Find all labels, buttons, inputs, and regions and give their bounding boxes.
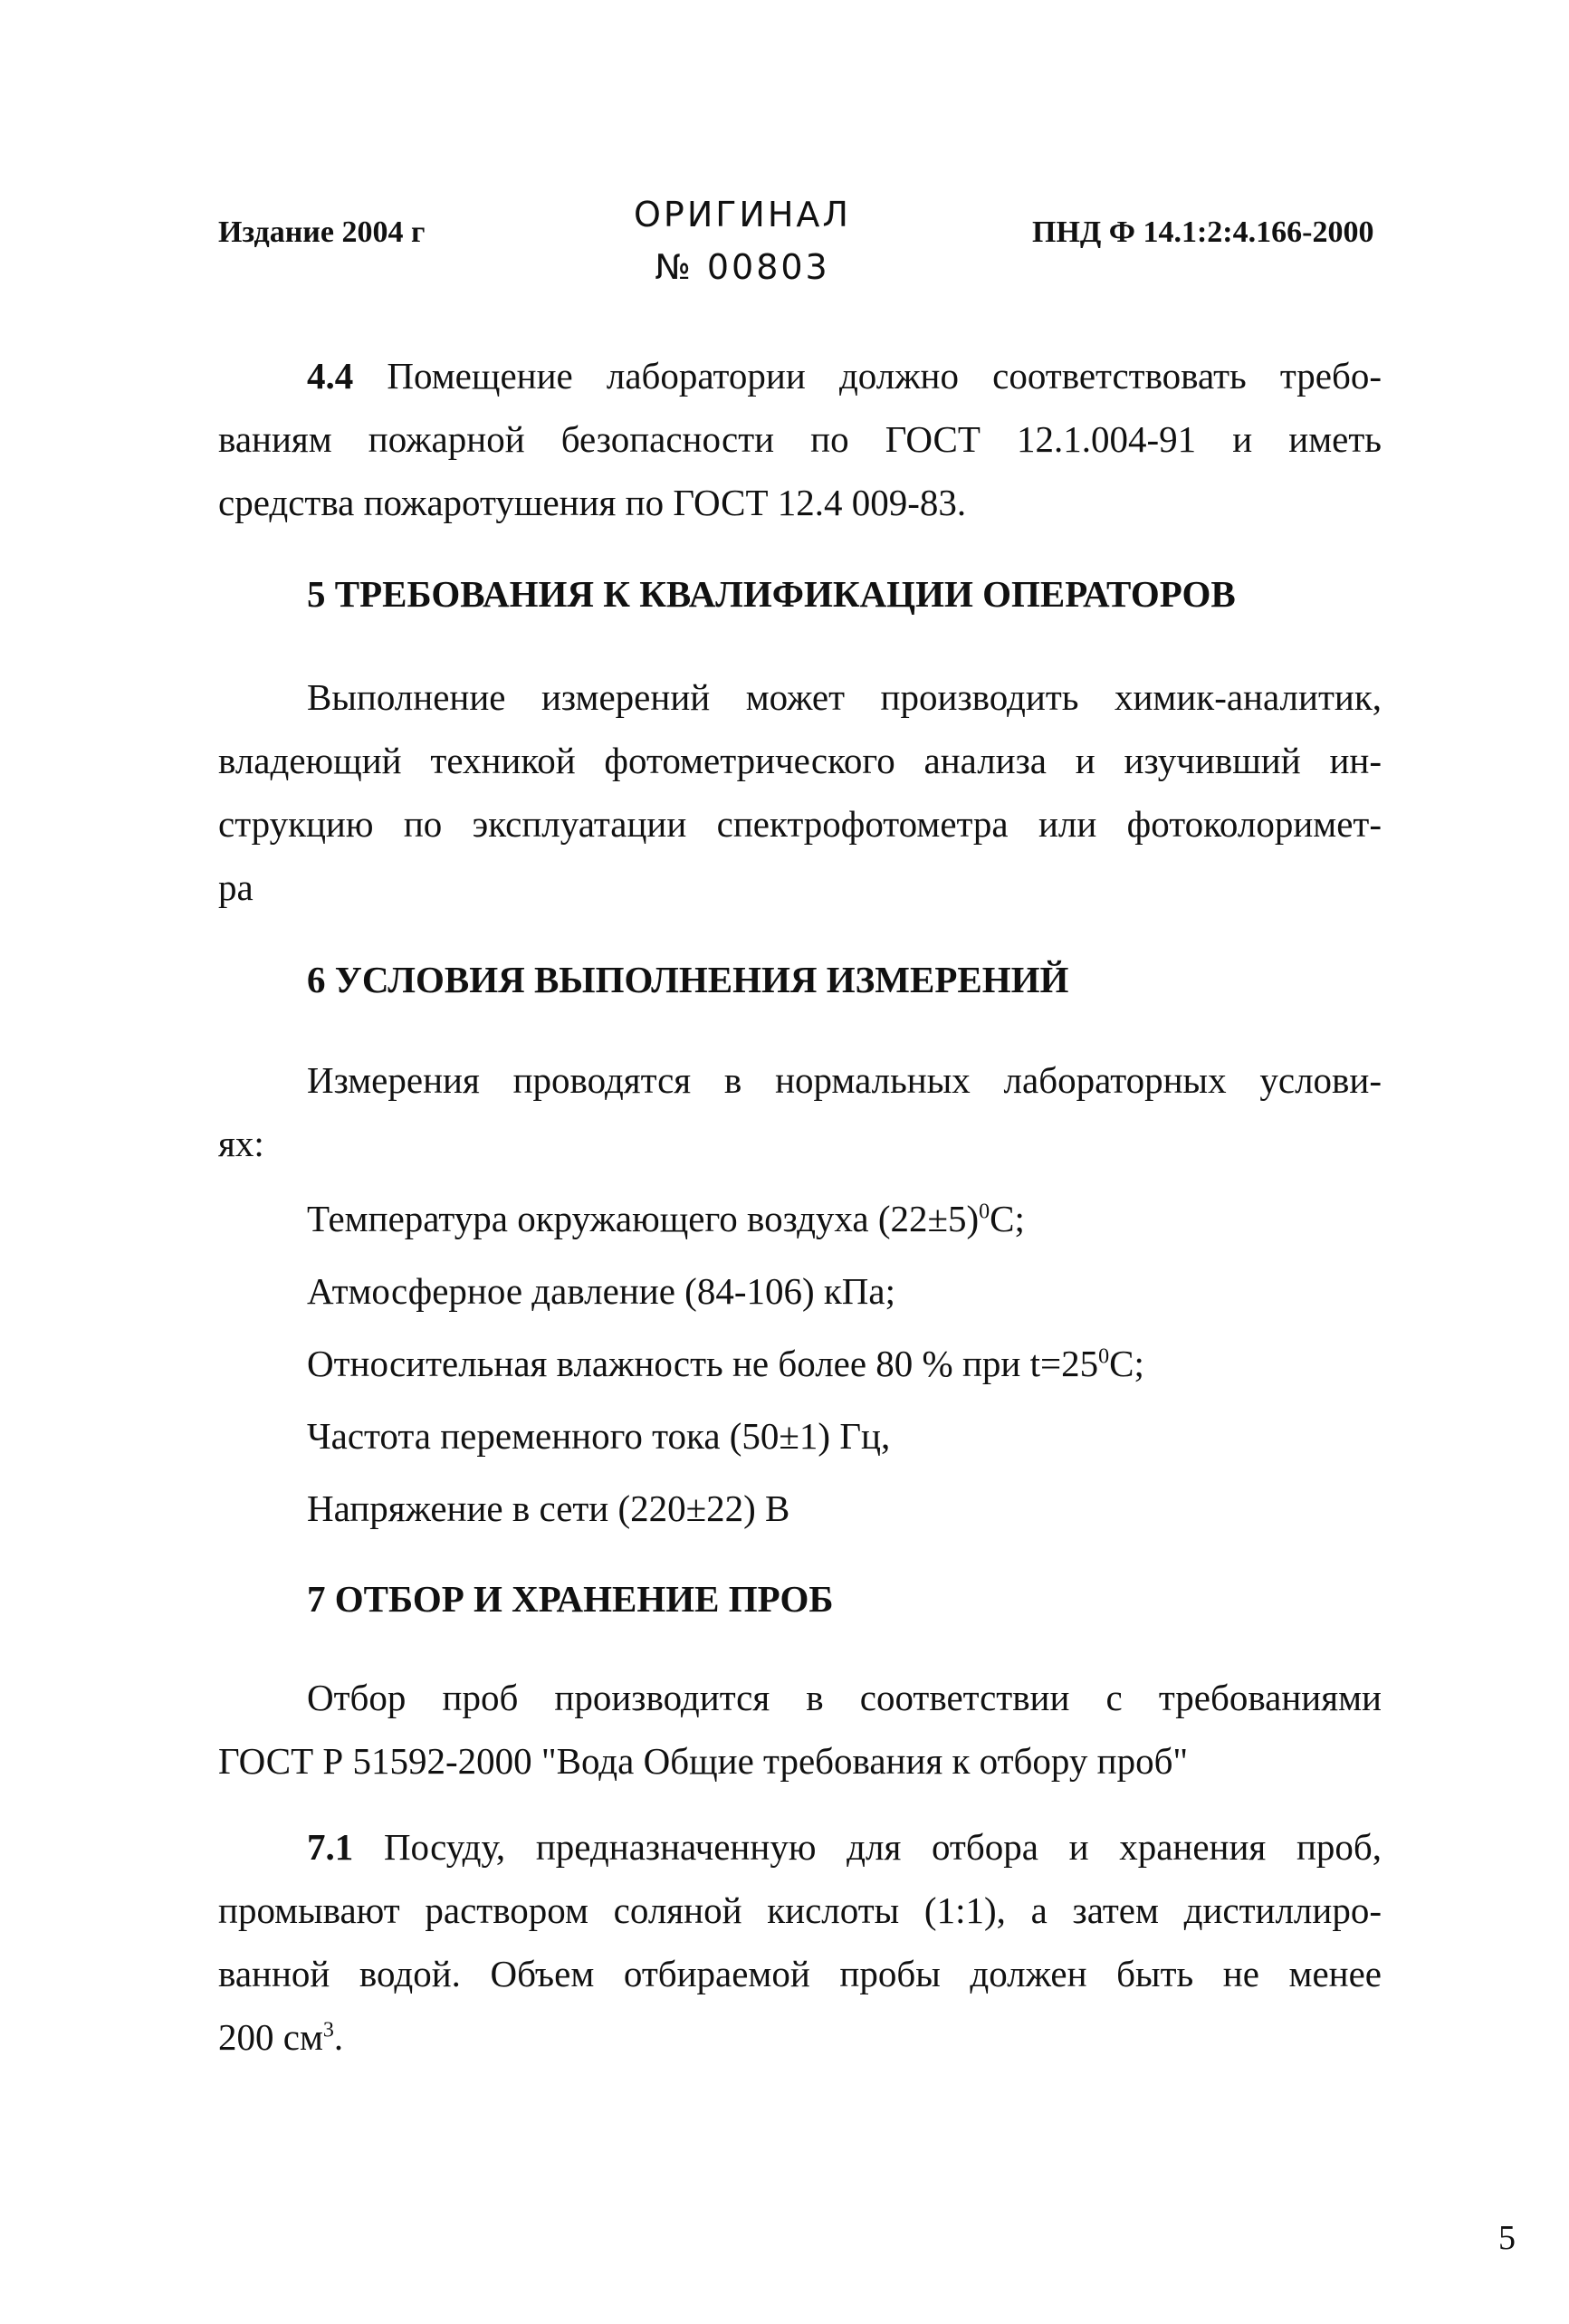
paragraph-line: ра xyxy=(218,866,254,908)
paragraph-line: ях: xyxy=(218,1123,264,1164)
paragraph-line: ваниям пожарной безопасности по ГОСТ 12.1.004-91 и иметь xyxy=(218,418,1382,460)
paragraph-4-4 xyxy=(218,344,1382,534)
paragraph-line xyxy=(218,1815,1382,1879)
condition-unit: С; xyxy=(1109,1343,1144,1384)
page-number: 5 xyxy=(1498,2219,1516,2257)
paragraph-line: ГОСТ Р 51592-2000 "Вода Общие требования к отбору проб" xyxy=(218,1740,1189,1782)
condition-temperature xyxy=(307,1197,1025,1240)
degree-sup: 0 xyxy=(979,1200,990,1224)
section-7-body xyxy=(218,1666,1382,1793)
section-5-heading: 5 ТРЕБОВАНИЯ К КВАЛИФИКАЦИИ ОПЕРАТОРОВ xyxy=(307,573,1236,615)
section-7-heading: 7 ОТБОР И ХРАНЕНИЕ ПРОБ xyxy=(307,1578,834,1620)
condition-unit: С; xyxy=(990,1198,1025,1239)
condition-pressure: Атмосферное давление (84-106) кПа; xyxy=(307,1270,895,1312)
paragraph-line: ванной водой. Объем отбираемой пробы должен быть не менее xyxy=(218,1953,1382,1994)
condition-text: Относительная влажность не более 80 % при t=25 xyxy=(307,1343,1099,1384)
edition-label: Издание 2004 г xyxy=(218,215,426,249)
paragraph-line: средства пожаротушения по ГОСТ 12.4 009-83. xyxy=(218,482,967,523)
paragraph-text: . xyxy=(333,2016,344,2058)
paragraph-number: 4.4 xyxy=(307,355,354,397)
paragraph-line: владеющий техникой фотометрического анализа и изучивший ин- xyxy=(218,740,1382,781)
original-stamp xyxy=(634,188,851,293)
paragraph-text: 200 см xyxy=(218,2016,323,2058)
paragraph-line: Отбор проб производится в соответствии с требованиями xyxy=(307,1677,1382,1718)
paragraph-line xyxy=(218,344,1382,407)
section-6-heading: 6 УСЛОВИЯ ВЫПОЛНЕНИЯ ИЗМЕРЕНИЙ xyxy=(307,959,1069,1000)
paragraph-text: Помещение лаборатории должно соответствовать требо- xyxy=(387,355,1382,397)
paragraph-line: Выполнение измерений может производить химик-аналитик, xyxy=(307,676,1382,718)
cube-sup: 3 xyxy=(322,2018,334,2042)
paragraph-line: промывают раствором соляной кислоты (1:1), а затем дистиллиро- xyxy=(218,1889,1382,1931)
section-6-intro xyxy=(218,1048,1382,1175)
document-code: ПНД Ф 14.1:2:4.166-2000 xyxy=(1032,215,1374,249)
degree-sup: 0 xyxy=(1098,1344,1110,1369)
paragraph-line: Измерения проводятся в нормальных лабораторных услови- xyxy=(307,1059,1382,1101)
paragraph-line xyxy=(218,2005,1382,2069)
section-5-body xyxy=(218,665,1382,919)
condition-frequency: Частота переменного тока (50±1) Гц, xyxy=(307,1415,891,1457)
paragraph-line: струкцию по эксплуатации спектрофотометра или фотоколоримет- xyxy=(218,803,1382,845)
paragraph-text: Посуду, предназначенную для отбора и хранения проб, xyxy=(383,1826,1382,1868)
paragraph-number: 7.1 xyxy=(307,1826,354,1868)
condition-voltage: Напряжение в сети (220±22) В xyxy=(307,1487,790,1529)
stamp-number: № 00803 xyxy=(655,247,830,287)
paragraph-7-1 xyxy=(218,1815,1382,2069)
condition-text: Температура окружающего воздуха (22±5) xyxy=(307,1198,980,1239)
condition-humidity xyxy=(307,1342,1144,1385)
stamp-title: ОРИГИНАЛ xyxy=(634,195,851,234)
